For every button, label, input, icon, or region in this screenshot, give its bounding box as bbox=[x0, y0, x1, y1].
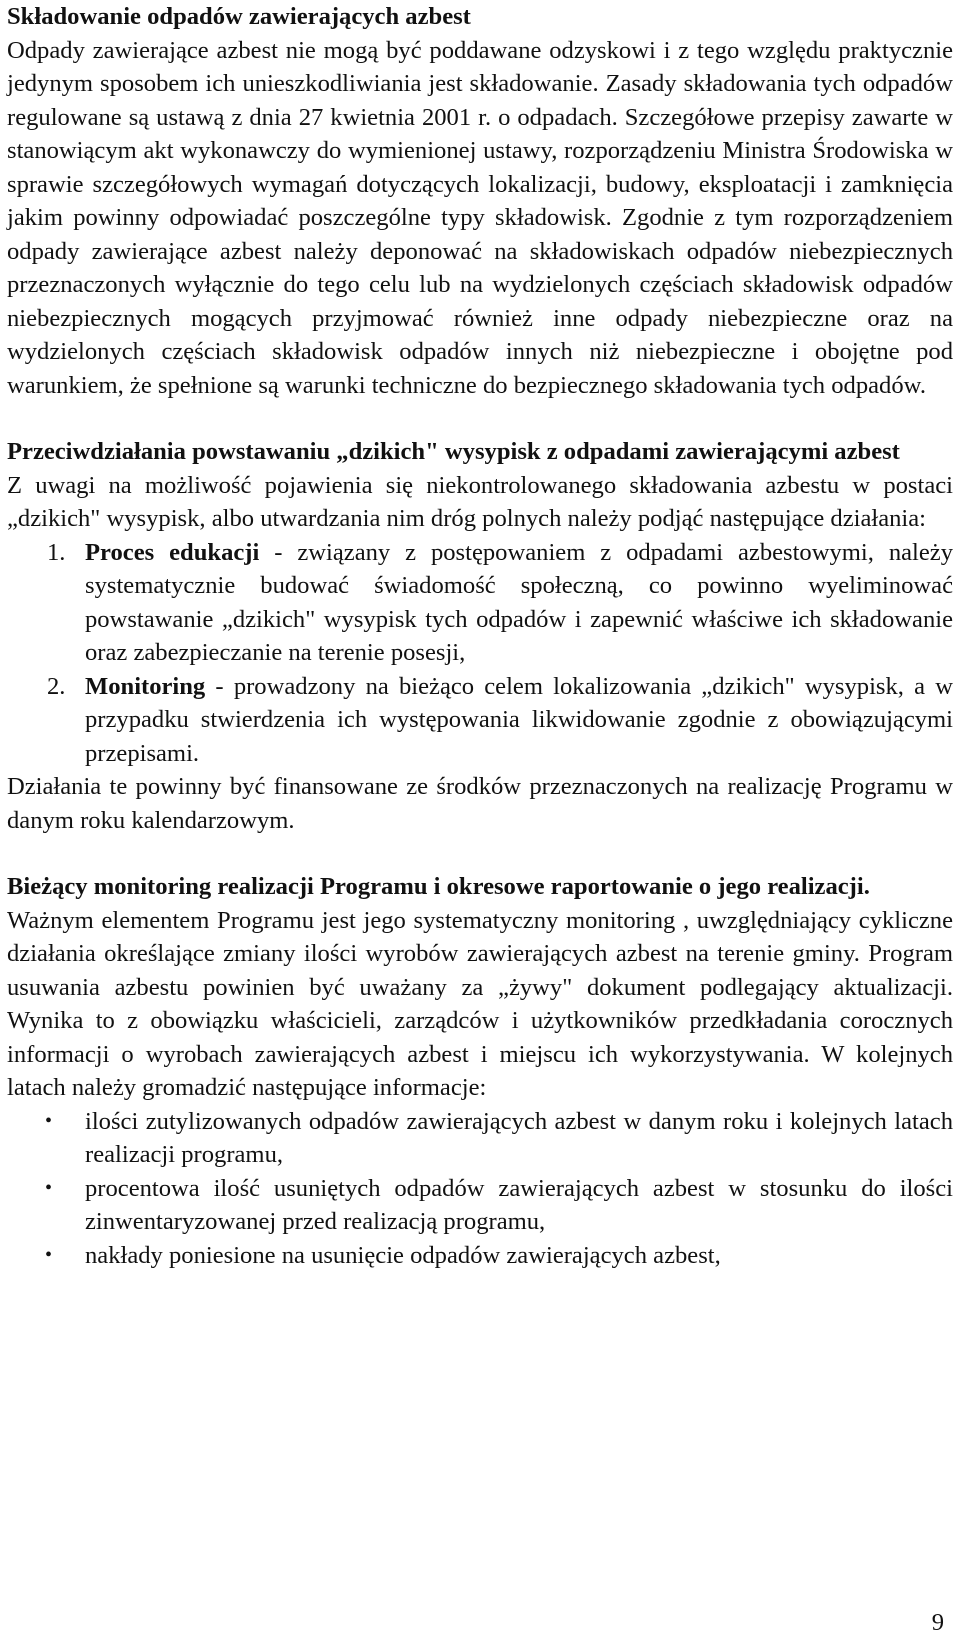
section-heading-wild-dumps: Przeciwdziałania powstawaniu „dzikich" wysypisk z odpadami zawierającymi azbest bbox=[7, 438, 900, 465]
section-heading-storage: Składowanie odpadów zawierających azbest bbox=[7, 3, 471, 30]
storage-paragraph: Odpady zawierające azbest nie mogą być poddawane odzyskowi i z tego względu praktycznie jedynym sposobem ich unieszkodliwiania jest składowanie. Zasady składowania tych odpadów regulowane są ustawą z dnia 27 kwietnia 2001 r. o odpadach. Szczegółowe przepisy zawarte w stanowiącym akt wykonawczy do wymienionej ustawy, rozporządzeniu Ministra Środowiska w sprawie szczegółowych wymagań dotyczących lokalizacji, budowy, eksploatacji i zamknięcia jakim powinny odpowiadać poszczególne typy składowisk. Zgodnie z tym rozporządzeniem odpady zawierające azbest należy deponować na składowiskach odpadów niebezpiecznych przeznaczonych wyłącznie do tego celu lub na wydzielonych częściach składowisk odpadów niebezpiecznych mogących przyjmować również inne odpady niebezpieczne oraz na wydzielonych częściach składowisk odpadów innych niż niebezpieczne i obojętne pod warunkiem, że spełnione są warunki techniczne do bezpiecznego składowania tych odpadów. bbox=[7, 36, 953, 399]
bullet-icon: • bbox=[45, 1243, 53, 1266]
list-item-lead: Proces edukacji bbox=[85, 538, 260, 566]
list-item-text: nakłady poniesione na usunięcie odpadów zawierających azbest, bbox=[85, 1241, 721, 1269]
list-item bbox=[7, 1172, 953, 1239]
list-item-lead: Monitoring bbox=[85, 672, 206, 700]
bullet-icon: • bbox=[45, 1176, 53, 1199]
page-number: 9 bbox=[931, 1609, 944, 1636]
list-item bbox=[7, 1105, 953, 1172]
list-item-text: ilości zutylizowanych odpadów zawierających azbest w danym roku i kolejnych latach realizacji programu, bbox=[85, 1107, 953, 1168]
list-item-text: - prowadzony na bieżąco celem lokalizowania „dzikich" wysypisk, a w przypadku stwierdzenia ich występowania likwidowanie zgodnie z obowiązującymi przepisami. bbox=[85, 672, 953, 767]
actions-list bbox=[7, 536, 953, 771]
list-item bbox=[7, 670, 953, 771]
list-item bbox=[7, 1239, 953, 1273]
bullet-icon: • bbox=[45, 1109, 53, 1132]
list-number: 1. bbox=[47, 538, 66, 566]
document-page bbox=[7, 0, 953, 1272]
information-list bbox=[7, 1105, 953, 1273]
list-item-text: - związany z postępowaniem z odpadami azbestowymi, należy systematycznie budować świadomość społeczną, co powinno wyeliminować powstawanie „dzikich" wysypisk tych odpadów i zapewnić właściwe ich składowanie oraz zabezpieczanie na terenie posesji, bbox=[85, 538, 953, 666]
list-number: 2. bbox=[47, 672, 66, 700]
monitoring-paragraph: Ważnym elementem Programu jest jego systematyczny monitoring , uwzględniający cykliczne działania określające zmiany ilości wyrobów zawierających azbest na terenie gminy. Program usuwania azbestu powinien być uważany za „żywy" dokument podlegający aktualizacji. Wynika to z obowiązku właścicieli, zarządców i użytkowników przedkładania corocznych informacji o wyrobach zawierających azbest i miejscu ich wykorzystywania. W kolejnych latach należy gromadzić następujące informacje: bbox=[7, 906, 953, 1101]
wild-dumps-intro: Z uwagi na możliwość pojawienia się niekontrolowanego składowania azbestu w postaci „dzikich" wysypisk, albo utwardzania nim dróg polnych należy podjąć następujące działania: bbox=[7, 471, 953, 532]
financing-paragraph: Działania te powinny być finansowane ze środków przeznaczonych na realizację Programu w danym roku kalendarzowym. bbox=[7, 773, 953, 834]
section-heading-monitoring: Bieżący monitoring realizacji Programu i okresowe raportowanie o jego realizacji. bbox=[7, 873, 870, 900]
list-item bbox=[7, 536, 953, 670]
list-item-text: procentowa ilość usuniętych odpadów zawierających azbest w stosunku do ilości zinwentaryzowanej przed realizacją programu, bbox=[85, 1174, 953, 1235]
